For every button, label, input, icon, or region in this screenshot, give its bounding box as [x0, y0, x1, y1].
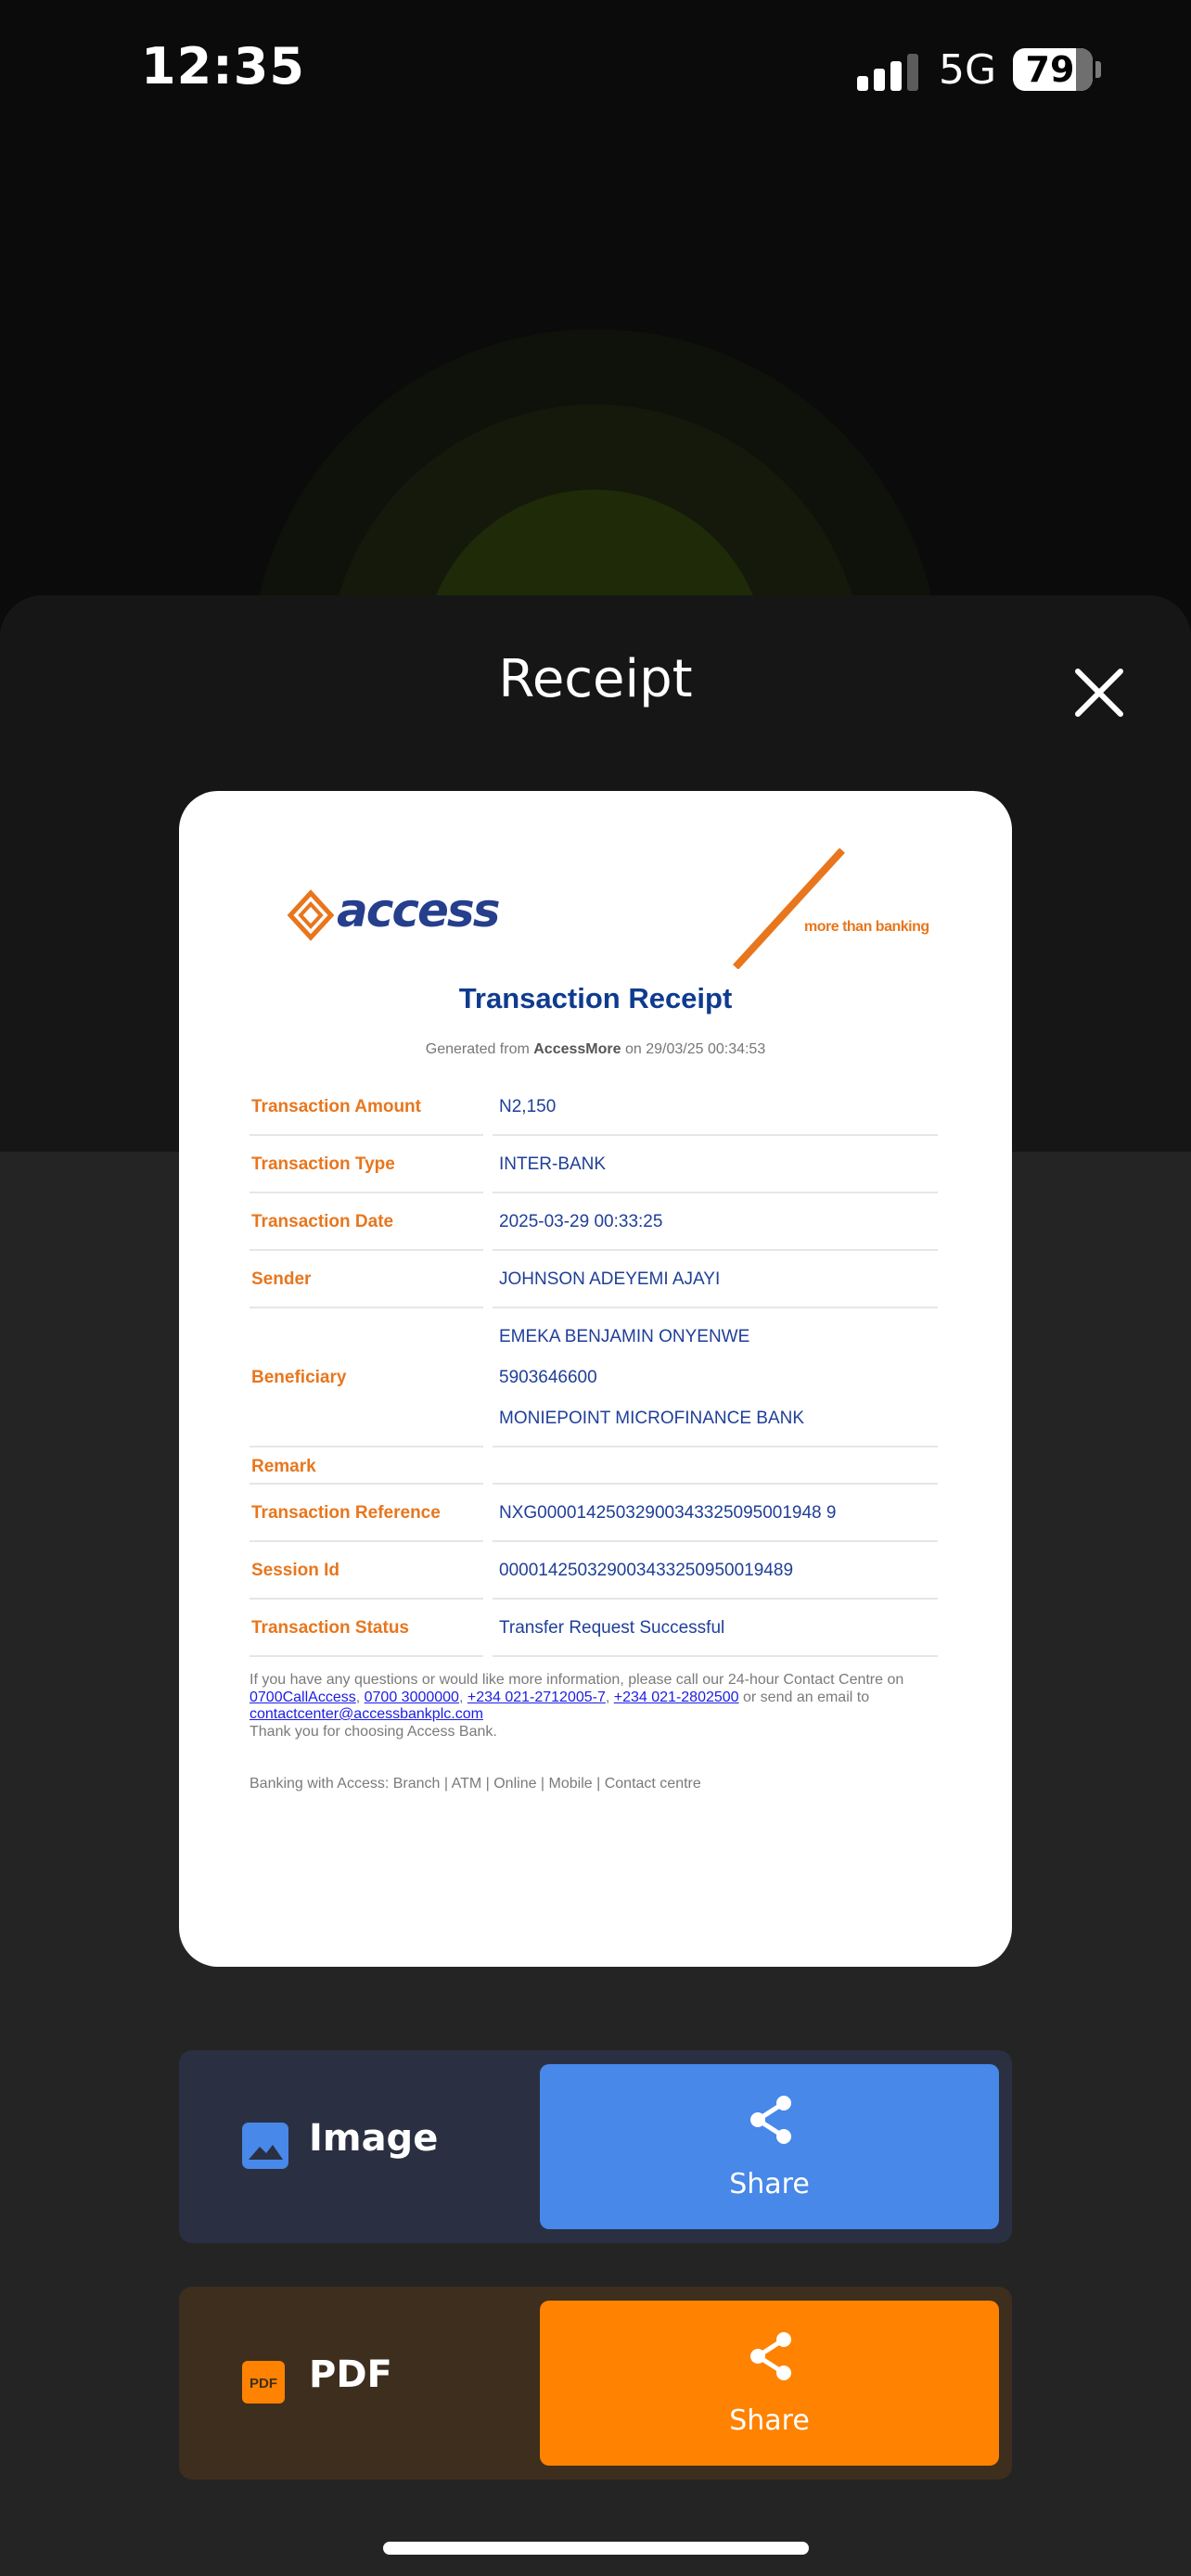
battery-percentage: 79	[1025, 49, 1075, 90]
access-logo-icon	[283, 887, 339, 943]
contact-link-phone-3[interactable]: +234 021-2802500	[613, 1689, 739, 1705]
share-pdf-button[interactable]	[540, 2301, 999, 2466]
row-value: INTER-BANK	[499, 1154, 607, 1174]
share-type-label: PDF	[309, 2353, 392, 2396]
contact-intro: If you have any questions or would like more information, please call our 24-hour Contact Centre on	[250, 1672, 904, 1688]
brand-slash-icon	[717, 848, 847, 969]
share-image-button[interactable]	[540, 2064, 999, 2229]
row-value: Transfer Request Successful	[499, 1618, 725, 1638]
share-icon	[747, 2330, 795, 2382]
network-type: 5G	[939, 46, 997, 94]
brand-tagline: more than banking	[804, 919, 929, 935]
receipt-card[interactable]	[179, 791, 1012, 1967]
close-button[interactable]	[1067, 660, 1132, 725]
share-button-label: Share	[729, 2404, 810, 2437]
row-value: 2025-03-29 00:33:25	[499, 1212, 663, 1231]
access-logo-text: access	[337, 884, 499, 937]
banking-channels: Banking with Access: Branch | ATM | Online | Mobile | Contact centre	[250, 1776, 701, 1792]
generated-line: Generated from AccessMore on 29/03/25 00:34:53	[425, 1041, 766, 1057]
share-button-label: Share	[729, 2168, 810, 2200]
row-transaction-type	[250, 1136, 938, 1193]
row-beneficiary	[250, 1308, 938, 1447]
battery-tip	[1095, 61, 1101, 78]
contact-link-phone-1[interactable]: 0700 3000000	[364, 1689, 459, 1705]
sheet-title: Receipt	[498, 649, 693, 709]
home-indicator[interactable]	[383, 2542, 809, 2555]
contact-email-link[interactable]: contactcenter@accessbankplc.com	[250, 1706, 483, 1722]
row-label: Beneficiary	[251, 1368, 347, 1387]
beneficiary-bank: MONIEPOINT MICROFINANCE BANK	[499, 1409, 805, 1428]
share-icon	[747, 2094, 795, 2146]
row-label: Transaction Date	[251, 1212, 394, 1231]
row-transaction-status	[250, 1600, 938, 1657]
row-value: JOHNSON ADEYEMI AJAYI	[499, 1269, 721, 1289]
row-value: 000014250329003433250950019489	[499, 1561, 794, 1580]
row-value: N2,150	[499, 1097, 557, 1116]
row-label: Remark	[251, 1457, 316, 1476]
row-transaction-date	[250, 1193, 938, 1251]
close-icon	[1067, 660, 1132, 725]
row-label: Sender	[251, 1269, 312, 1289]
row-label: Session Id	[251, 1561, 340, 1580]
share-image-row	[179, 2050, 1012, 2243]
row-label: Transaction Amount	[251, 1097, 421, 1116]
row-sender	[250, 1251, 938, 1308]
svg-text:PDF: PDF	[250, 2376, 277, 2391]
row-label: Transaction Reference	[251, 1503, 441, 1523]
status-time: 12:35	[141, 37, 305, 96]
share-type-label: Image	[309, 2117, 439, 2160]
contact-link-phone-2[interactable]: +234 021-2712005-7	[467, 1689, 606, 1705]
image-icon	[242, 2123, 288, 2169]
thanks-text: Thank you for choosing Access Bank.	[250, 1723, 497, 1740]
row-session-id	[250, 1542, 938, 1600]
cellular-signal-icon	[857, 52, 918, 91]
status-bar	[0, 0, 1191, 139]
share-pdf-row	[179, 2287, 1012, 2480]
beneficiary-account-number: 5903646600	[499, 1368, 597, 1387]
beneficiary-name: EMEKA BENJAMIN ONYENWE	[499, 1327, 750, 1346]
row-transaction-reference	[250, 1485, 938, 1542]
row-label: Transaction Type	[251, 1154, 395, 1174]
contact-link-callaccess[interactable]: 0700CallAccess	[250, 1689, 356, 1705]
receipt-title: Transaction Receipt	[458, 982, 733, 1014]
contact-note: If you have any questions or would like more information, please call our 24-hour Contact Centre on 0700CallAccess, 0700 3000000, +234 021-2712005-7, +234 021-2802500 or send an email to contactcenter@accessbankplc.com Thank you for choosing Access Bank.	[250, 1672, 904, 1740]
pdf-icon	[242, 2361, 285, 2404]
row-remark	[250, 1447, 938, 1485]
row-value: NXG00001425032900343325095001948 9	[499, 1503, 837, 1523]
battery-icon	[1013, 48, 1093, 91]
row-label: Transaction Status	[251, 1618, 409, 1638]
row-transaction-amount	[250, 1078, 938, 1136]
